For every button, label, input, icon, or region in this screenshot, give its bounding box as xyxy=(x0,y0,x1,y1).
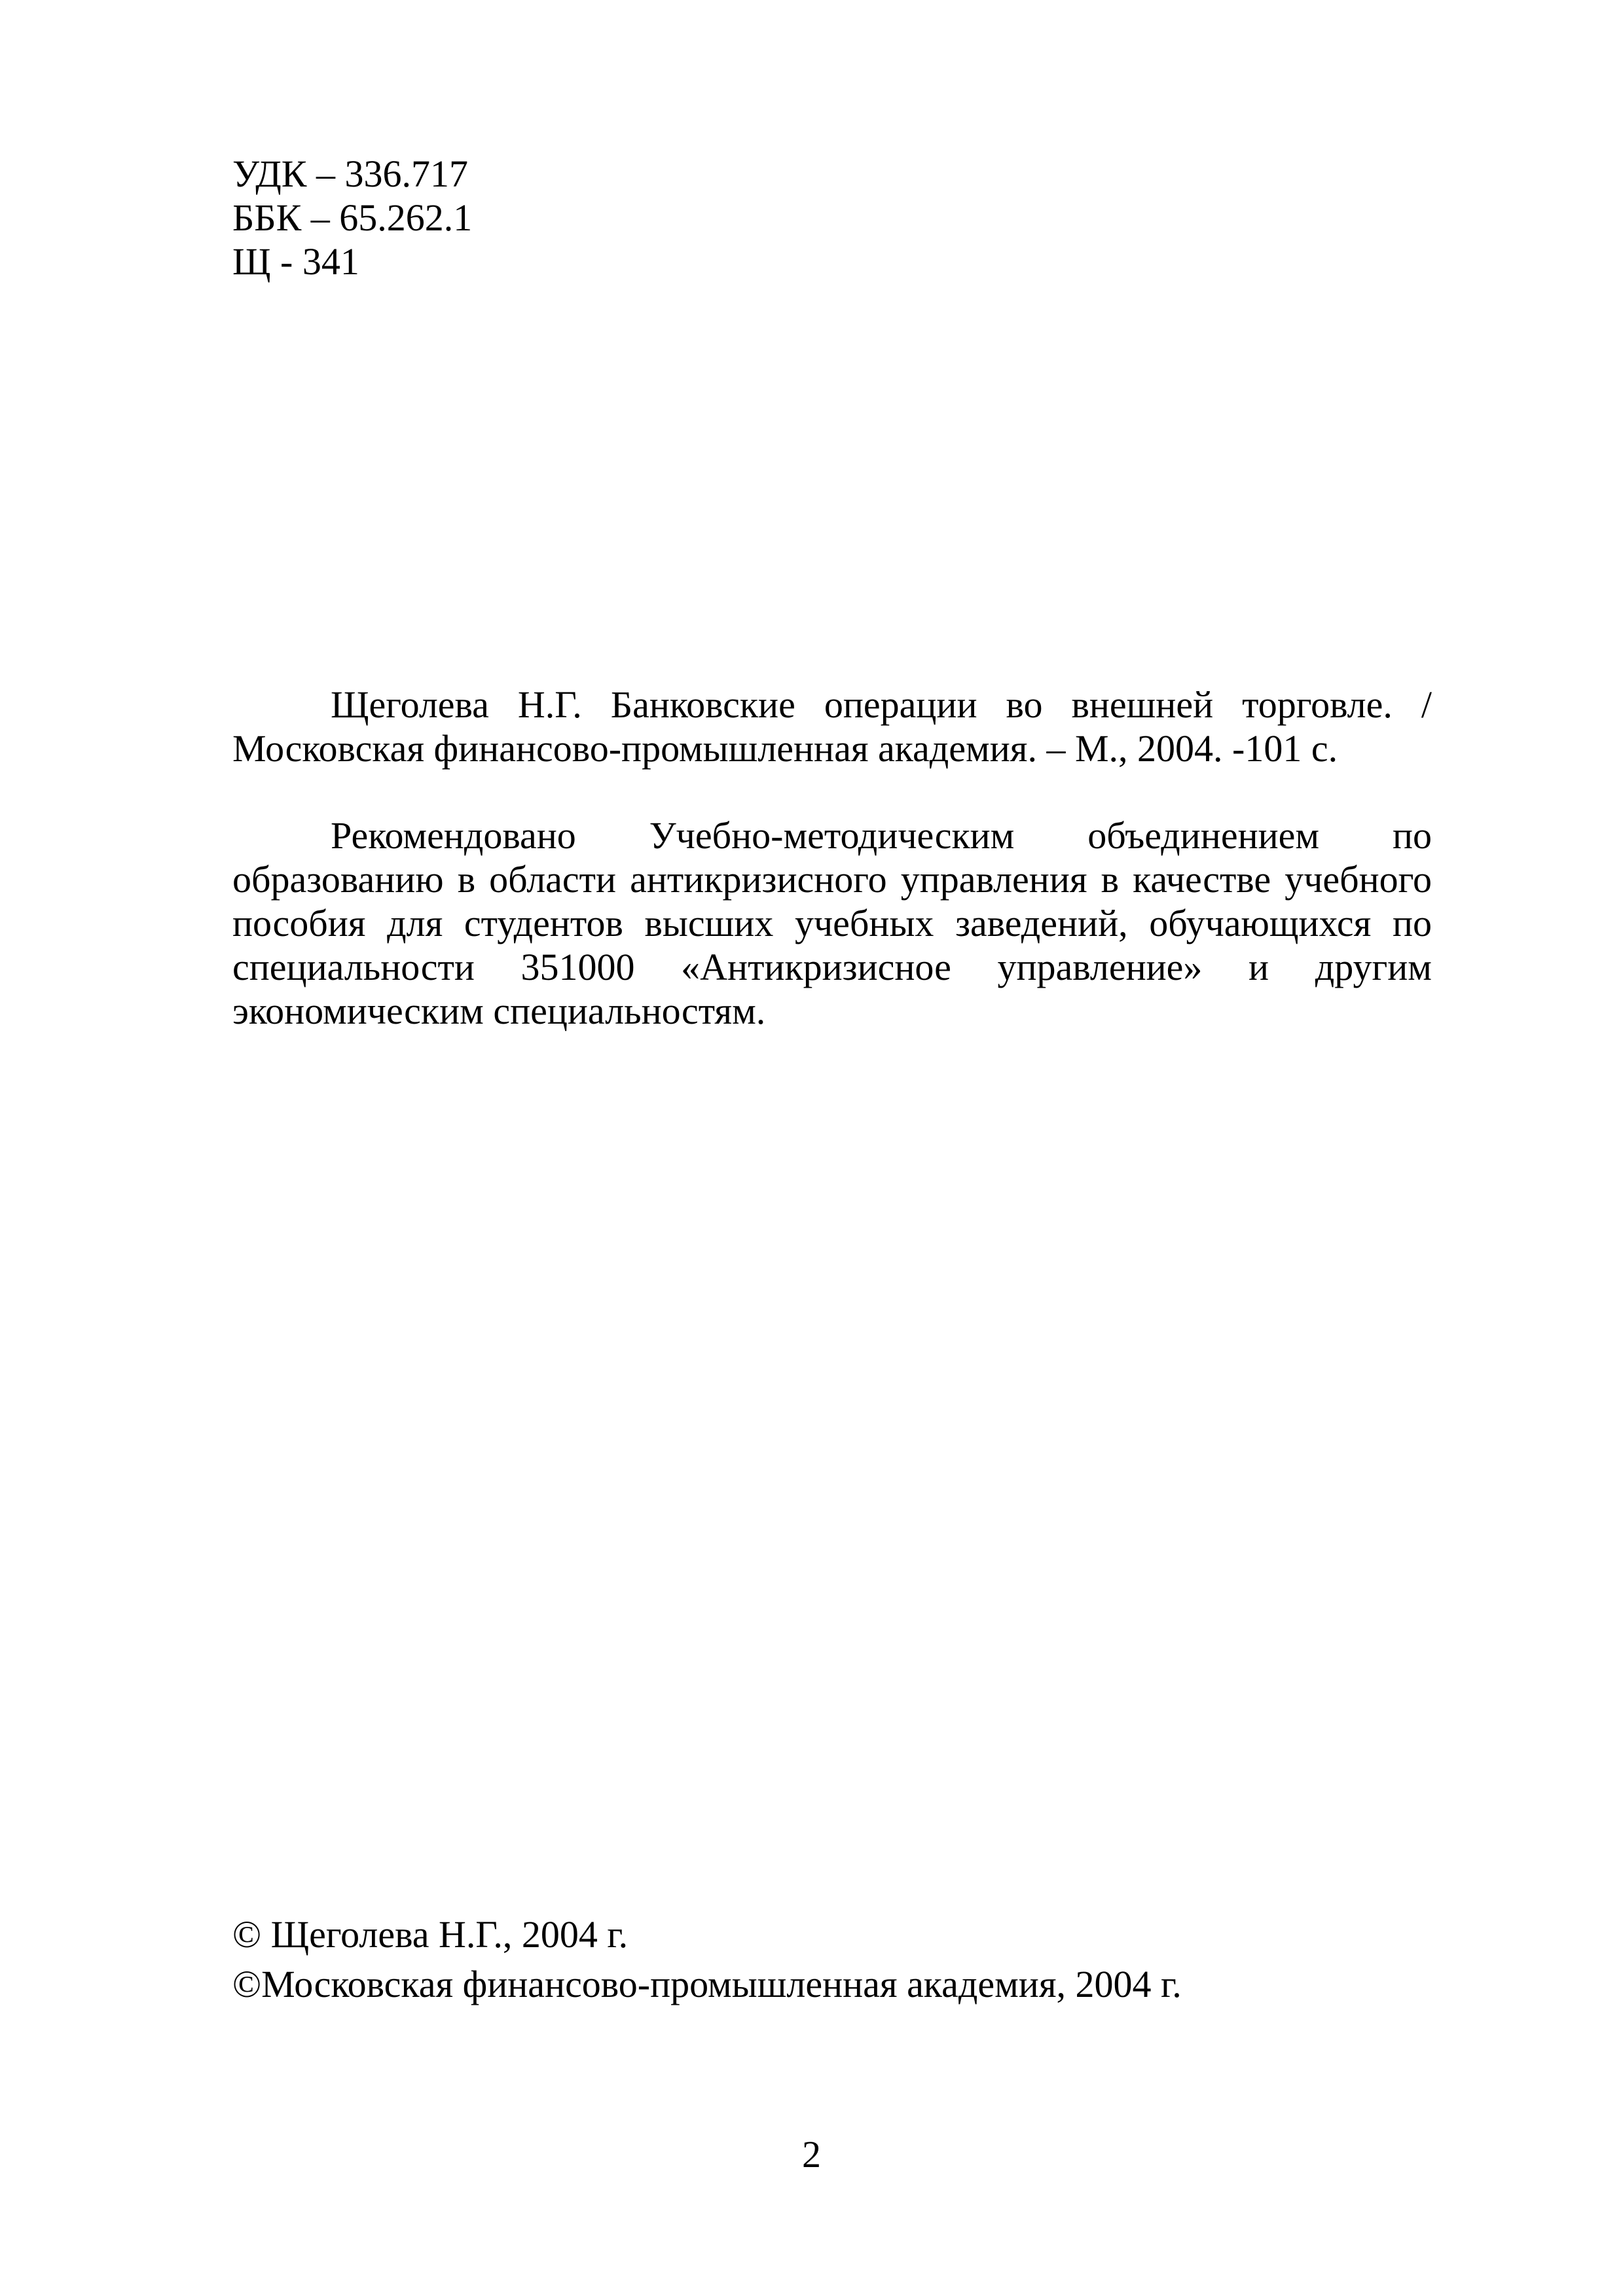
bibliographic-citation xyxy=(232,683,1432,770)
udk-code: УДК – 336.717 xyxy=(232,152,468,195)
classification-codes xyxy=(232,152,472,283)
page-number: 2 xyxy=(802,2133,821,2176)
bbk-code: ББК – 65.262.1 xyxy=(232,196,473,239)
citation-text: Щеголева Н.Г. Банковские операции во внешней торговле. / Московская финансово-промышленная академия. – М., 2004. -101 с. xyxy=(232,683,1432,770)
author-mark: Щ - 341 xyxy=(232,240,359,283)
copyright-institution: ©Московская финансово-промышленная академия, 2004 г. xyxy=(232,1963,1182,2005)
recommendation-text: Рекомендовано Учебно-методическим объединением по образованию в области антикризисного управления в качестве учебного пособия для студентов высших учебных заведений, обучающихся по специальности 351000 «Антикризисное управление» и другим экономическим специальностям. xyxy=(232,814,1432,1032)
copyright-block xyxy=(232,1910,1182,2009)
recommendation-paragraph xyxy=(232,814,1432,1033)
copyright-author: © Щеголева Н.Г., 2004 г. xyxy=(232,1913,629,1956)
